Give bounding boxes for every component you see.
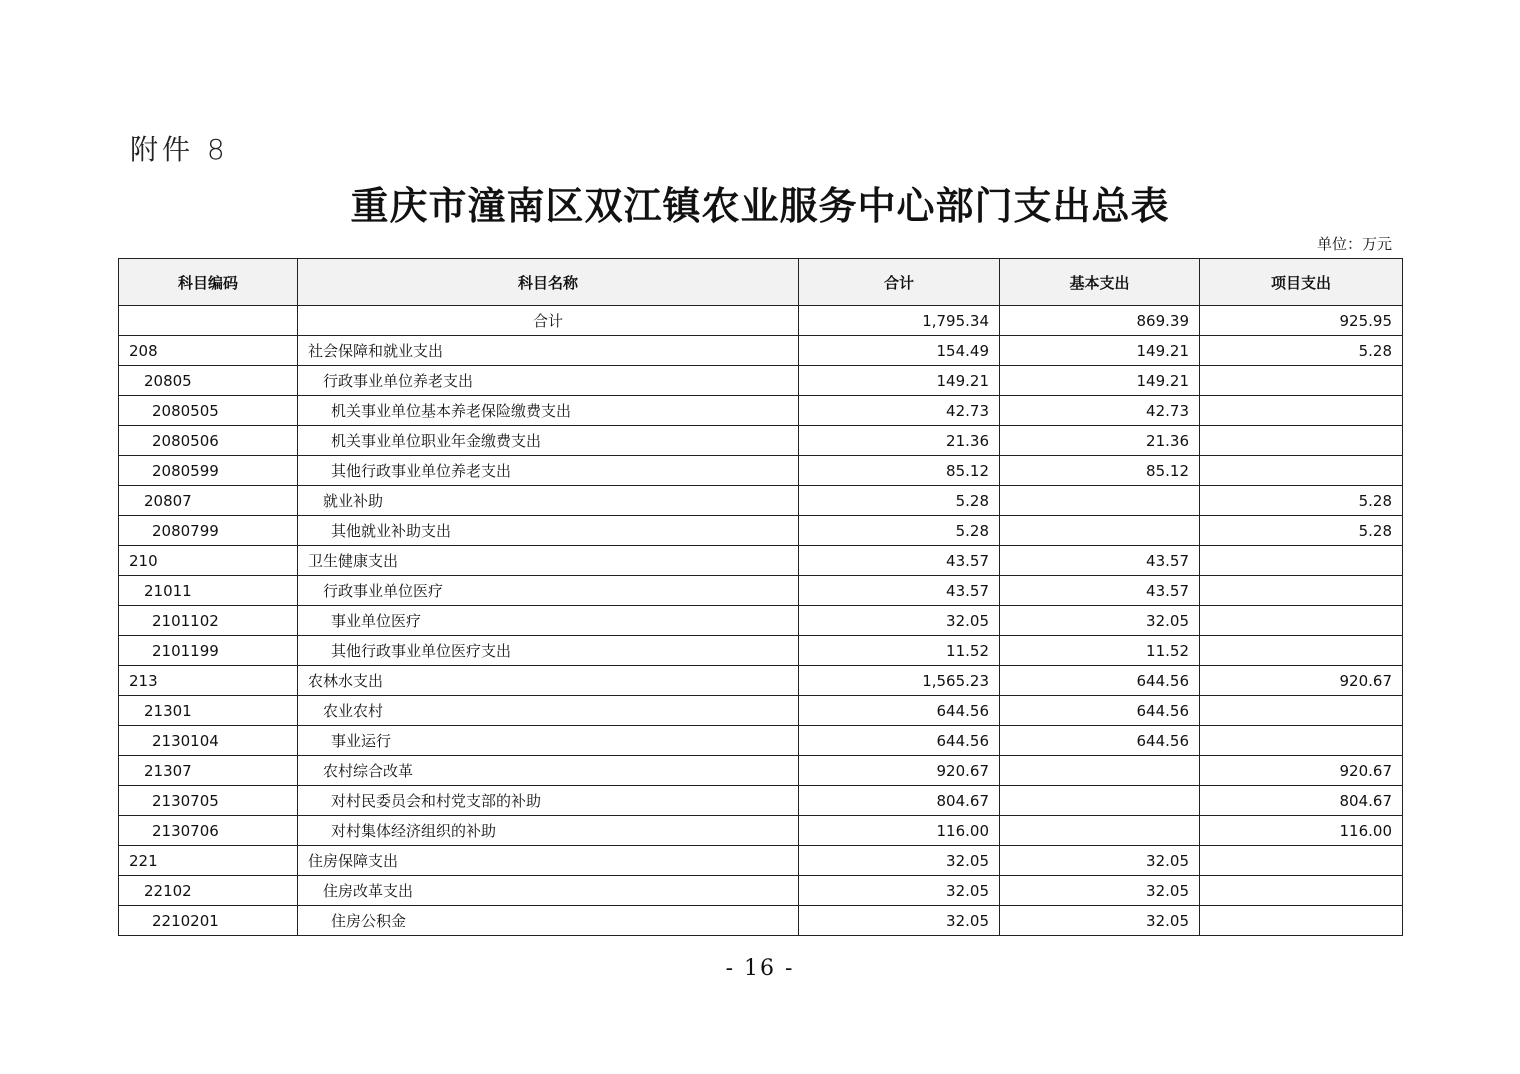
cell-project [1200, 876, 1403, 906]
cell-code: 2080599 [119, 456, 298, 486]
cell-code: 2130706 [119, 816, 298, 846]
table-row [119, 576, 1403, 606]
cell-total: 5.28 [799, 486, 1000, 516]
cell-project [1200, 366, 1403, 396]
cell-code: 2080799 [119, 516, 298, 546]
cell-project [1200, 456, 1403, 486]
cell-basic [1000, 786, 1200, 816]
cell-project: 5.28 [1200, 516, 1403, 546]
header-code: 科目编码 [119, 259, 298, 306]
cell-basic: 32.05 [1000, 606, 1200, 636]
cell-total: 644.56 [799, 726, 1000, 756]
cell-project: 116.00 [1200, 816, 1403, 846]
cell-total: 42.73 [799, 396, 1000, 426]
cell-basic [1000, 486, 1200, 516]
expenditure-table [118, 258, 1403, 936]
cell-project [1200, 426, 1403, 456]
cell-name: 其他行政事业单位养老支出 [298, 456, 799, 486]
cell-basic: 43.57 [1000, 546, 1200, 576]
cell-project: 5.28 [1200, 336, 1403, 366]
cell-basic: 149.21 [1000, 336, 1200, 366]
cell-code: 22102 [119, 876, 298, 906]
cell-total: 85.12 [799, 456, 1000, 486]
cell-code: 2080505 [119, 396, 298, 426]
cell-project [1200, 636, 1403, 666]
cell-project [1200, 696, 1403, 726]
cell-name: 其他就业补助支出 [298, 516, 799, 546]
table-row [119, 876, 1403, 906]
cell-name: 农林水支出 [298, 666, 799, 696]
cell-total: 43.57 [799, 576, 1000, 606]
cell-total: 149.21 [799, 366, 1000, 396]
cell-project [1200, 726, 1403, 756]
cell-project: 804.67 [1200, 786, 1403, 816]
cell-code: 2210201 [119, 906, 298, 936]
cell-name: 其他行政事业单位医疗支出 [298, 636, 799, 666]
table-row [119, 516, 1403, 546]
table-row [119, 846, 1403, 876]
cell-basic: 21.36 [1000, 426, 1200, 456]
header-total: 合计 [799, 259, 1000, 306]
attachment-label: 附件 8 [130, 133, 229, 166]
page-number: - 16 - [725, 956, 795, 981]
cell-name: 农业农村 [298, 696, 799, 726]
cell-name: 社会保障和就业支出 [298, 336, 799, 366]
cell-basic: 644.56 [1000, 666, 1200, 696]
cell-basic: 32.05 [1000, 876, 1200, 906]
table-row [119, 696, 1403, 726]
table-row [119, 666, 1403, 696]
header-basic: 基本支出 [1000, 259, 1200, 306]
table-row [119, 456, 1403, 486]
table-row [119, 906, 1403, 936]
table-row [119, 396, 1403, 426]
table-row [119, 486, 1403, 516]
cell-name: 事业运行 [298, 726, 799, 756]
cell-basic: 42.73 [1000, 396, 1200, 426]
table-row [119, 426, 1403, 456]
cell-name: 住房公积金 [298, 906, 799, 936]
cell-code: 2130104 [119, 726, 298, 756]
header-project: 项目支出 [1200, 259, 1403, 306]
cell-total: 32.05 [799, 846, 1000, 876]
cell-project [1200, 846, 1403, 876]
cell-total: 11.52 [799, 636, 1000, 666]
cell-name: 就业补助 [298, 486, 799, 516]
table-row [119, 636, 1403, 666]
table-row [119, 756, 1403, 786]
cell-name: 住房改革支出 [298, 876, 799, 906]
cell-total: 154.49 [799, 336, 1000, 366]
table-row [119, 306, 1403, 336]
cell-basic: 644.56 [1000, 696, 1200, 726]
cell-name: 对村集体经济组织的补助 [298, 816, 799, 846]
cell-code: 20807 [119, 486, 298, 516]
header-name: 科目名称 [298, 259, 799, 306]
cell-code: 21307 [119, 756, 298, 786]
cell-basic: 43.57 [1000, 576, 1200, 606]
cell-basic [1000, 516, 1200, 546]
cell-code: 208 [119, 336, 298, 366]
cell-total: 644.56 [799, 696, 1000, 726]
cell-basic: 149.21 [1000, 366, 1200, 396]
cell-total: 804.67 [799, 786, 1000, 816]
cell-total: 1,795.34 [799, 306, 1000, 336]
unit-label: 单位：万元 [1316, 235, 1392, 253]
cell-code: 21301 [119, 696, 298, 726]
cell-code: 21011 [119, 576, 298, 606]
table-row [119, 786, 1403, 816]
cell-code: 2101199 [119, 636, 298, 666]
cell-code: 221 [119, 846, 298, 876]
cell-basic: 32.05 [1000, 906, 1200, 936]
cell-basic: 869.39 [1000, 306, 1200, 336]
cell-name: 农村综合改革 [298, 756, 799, 786]
cell-project: 920.67 [1200, 756, 1403, 786]
cell-project: 925.95 [1200, 306, 1403, 336]
cell-code: 20805 [119, 366, 298, 396]
cell-name: 机关事业单位职业年金缴费支出 [298, 426, 799, 456]
cell-name: 对村民委员会和村党支部的补助 [298, 786, 799, 816]
table-row [119, 336, 1403, 366]
cell-basic: 32.05 [1000, 846, 1200, 876]
table-row [119, 366, 1403, 396]
cell-name: 合计 [298, 306, 799, 336]
cell-total: 32.05 [799, 906, 1000, 936]
table-header-row [119, 259, 1403, 306]
cell-project [1200, 546, 1403, 576]
cell-project [1200, 576, 1403, 606]
cell-name: 住房保障支出 [298, 846, 799, 876]
cell-code [119, 306, 298, 336]
table-row [119, 546, 1403, 576]
cell-name: 行政事业单位养老支出 [298, 366, 799, 396]
cell-name: 事业单位医疗 [298, 606, 799, 636]
cell-project: 5.28 [1200, 486, 1403, 516]
cell-code: 2080506 [119, 426, 298, 456]
table-row [119, 726, 1403, 756]
table-body [119, 306, 1403, 936]
cell-project: 920.67 [1200, 666, 1403, 696]
cell-project [1200, 396, 1403, 426]
cell-project [1200, 606, 1403, 636]
cell-code: 210 [119, 546, 298, 576]
cell-code: 213 [119, 666, 298, 696]
cell-total: 1,565.23 [799, 666, 1000, 696]
cell-total: 920.67 [799, 756, 1000, 786]
cell-name: 机关事业单位基本养老保险缴费支出 [298, 396, 799, 426]
cell-basic [1000, 816, 1200, 846]
cell-basic: 85.12 [1000, 456, 1200, 486]
cell-total: 32.05 [799, 606, 1000, 636]
cell-name: 行政事业单位医疗 [298, 576, 799, 606]
page-title: 重庆市潼南区双江镇农业服务中心部门支出总表 [350, 183, 1170, 228]
table-row [119, 816, 1403, 846]
table-row [119, 606, 1403, 636]
cell-total: 43.57 [799, 546, 1000, 576]
cell-project [1200, 906, 1403, 936]
cell-total: 32.05 [799, 876, 1000, 906]
cell-total: 21.36 [799, 426, 1000, 456]
cell-basic: 11.52 [1000, 636, 1200, 666]
cell-basic [1000, 756, 1200, 786]
cell-name: 卫生健康支出 [298, 546, 799, 576]
cell-total: 5.28 [799, 516, 1000, 546]
cell-total: 116.00 [799, 816, 1000, 846]
cell-basic: 644.56 [1000, 726, 1200, 756]
cell-code: 2130705 [119, 786, 298, 816]
cell-code: 2101102 [119, 606, 298, 636]
